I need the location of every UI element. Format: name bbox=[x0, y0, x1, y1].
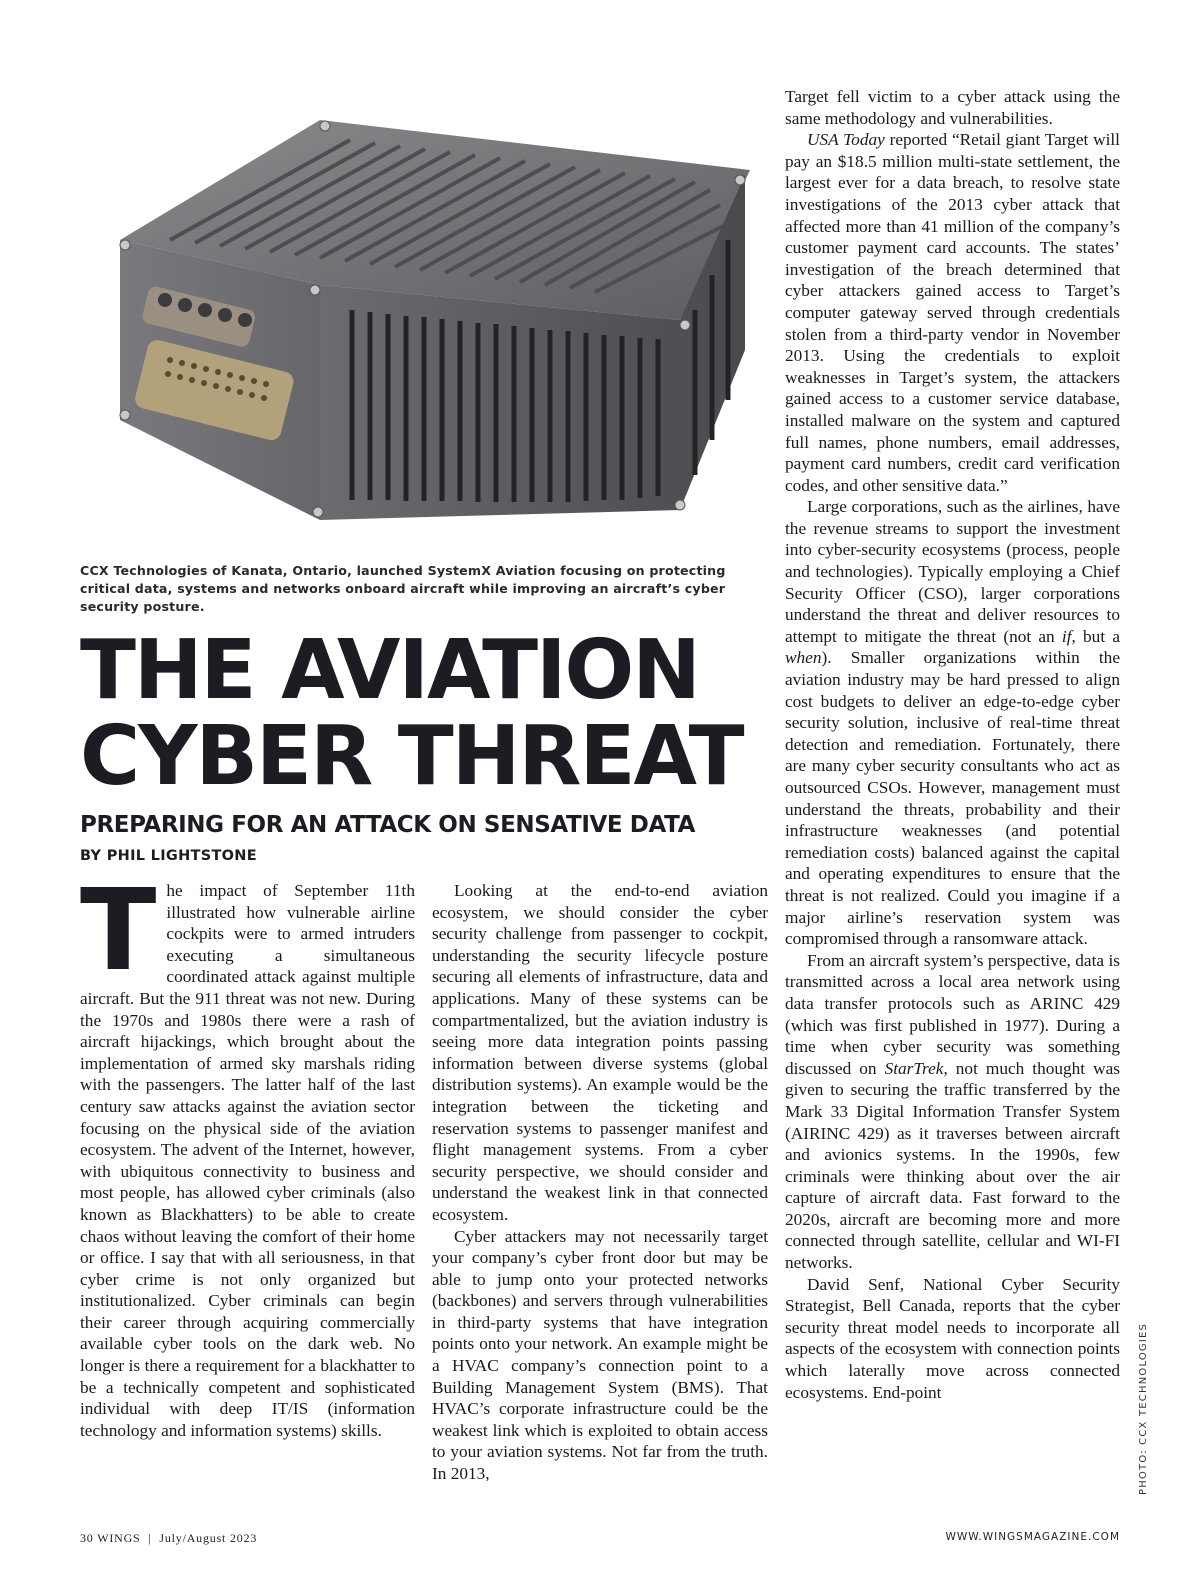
paragraph-text: ). Smaller organizations within the aviation industry may be hard pressed to align cost budgets to deliver an edge-to-edge cyber security solution, inclusive of real-time threat detection and remediation. Fortunately, there are many cyber security consultants who act as outsourced CSOs. However, management must understand the threats, probability and their infrastructure weaknesses (and potential remediation costs) balanced against the capital and operating expenditures to ensure that the threat is not realized. Could you imagine if a major airline’s reservation system was compromised through a ransomware attack. bbox=[785, 648, 1120, 949]
separator: | bbox=[148, 1531, 152, 1545]
photo-credit: PHOTO: CCX TECHNOLOGIES bbox=[1138, 1322, 1149, 1495]
paragraph: David Senf, National Cyber Security Strategist, Bell Canada, reports that the cyber security threat model needs to incorporate all aspects of the ecosystem with connection points which laterally move across connected ecosystems. End-point bbox=[785, 1274, 1120, 1402]
website-url: WWW.WINGSMAGAZINE.COM bbox=[945, 1531, 1120, 1543]
paragraph-text: Large corporations, such as the airlines, have the revenue streams to support the investment into cyber-security ecosystems (process, people and technologies). Typically employing a Chief Security Officer (CSO), larger corporations understand the threat and deliver resources to attempt to mitigate the threat (not an bbox=[785, 497, 1120, 646]
headline-line-2: CYBER THREAT bbox=[80, 709, 743, 804]
drop-cap: T bbox=[80, 866, 157, 996]
italic-publication: USA Today bbox=[807, 130, 885, 150]
paragraph bbox=[785, 129, 1120, 496]
paragraph-text: , not much thought was given to securing the traffic transferred by the Mark 33 Digital Information Transfer System (AIRINC 429) as it traverses between aircraft and avionics systems. In the 1990s, few criminals were thinking about over the air capture of aircraft data. Fast forward to the 2020s, aircraft are becoming more and more connected through satellite, cellular and WI-FI networks. bbox=[785, 1058, 1120, 1273]
paragraph-text: , but a bbox=[1071, 626, 1120, 646]
paragraph bbox=[785, 950, 1120, 1274]
magazine-name: WINGS bbox=[97, 1531, 141, 1545]
headline bbox=[80, 623, 780, 804]
paragraph: Target fell victim to a cyber attack using the same methodology and vulnerabilities. bbox=[785, 87, 1120, 128]
italic-word: if bbox=[1061, 626, 1072, 646]
headline-line-1: THE AVIATION bbox=[80, 623, 699, 718]
paragraph-text: From an aircraft system’s perspective, data is transmitted across a local area network using data transfer protocols such as ARINC 429 (which was first published in 1977). During a time when cyber security was something discussed on bbox=[785, 950, 1120, 1078]
paragraph: Looking at the end-to-end aviation ecosystem, we should consider the cyber security challenge from passenger to cockpit, understanding the security lifecycle posture securing all elements of infrastructure, data and applications. Many of these systems can be compartmentalized, but the aviation industry is seeing more data integration points passing information between diverse systems (global distribution systems). An example would be the integration between the ticketing and reservation systems to passenger manifest and flight management systems. From a cyber security perspective, we should consider and understand the weakest link in that connected ecosystem. bbox=[432, 881, 768, 1224]
paragraph-text: reported “Retail giant Target will pay an $18.5 million multi-state settlement, the largest ever for a data breach, to resolve state investigations of the 2013 cyber attack that affected more than 41 million of the company’s customer payment card accounts. The states’ investigation of the breach determined that cyber attackers gained access to Target’s computer gateway served through credentials stolen from a third-party vendor in November 2013. Using the credentials to exploit weaknesses in Target’s system, the attackers gained access to a customer service database, installed malware on the system and captured full names, phone numbers, email addresses, payment card numbers, credit card verification codes, and other sensitive data.” bbox=[785, 130, 1120, 495]
italic-title: StarTrek bbox=[884, 1058, 944, 1078]
paragraph bbox=[785, 496, 1120, 949]
photo-caption: CCX Technologies of Kanata, Ontario, launched SystemX Aviation focusing on protecting critical data, systems and networks onboard aircraft while improving an aircraft’s cyber security posture. bbox=[80, 563, 726, 614]
paragraph: he impact of September 11th illustrated how vulnerable airline cockpits were to armed intruders executing a simultaneous coordinated attack against multiple aircraft. But the 911 threat was not new. During the 1970s and 1980s there were a rash of aircraft hijackings, which brought about the implementation of armed sky marshals riding with the passengers. The latter half of the last century saw attacks against the aviation sector focusing on the physical side of the aviation ecosystem. The advent of the Internet, however, with ubiquitous connectivity to business and most people, has allowed cyber criminals (also known as Blackhatters) to be able to create chaos without leaving the comfort of their home or office. I say that with all seriousness, in that cyber crime is not only organized but institutionalized. Cyber criminals can begin their career through acquiring commercially available cyber tools on the dark web. No longer is there a requirement for a blackhatter to be a technically competent and sophisticated individual with deep IT/IS (information technology and information systems) skills. bbox=[80, 881, 415, 1440]
page-number: 30 bbox=[80, 1531, 94, 1545]
column-1 bbox=[80, 866, 415, 1441]
byline: BY PHIL LIGHTSTONE bbox=[80, 848, 257, 864]
column-2 bbox=[432, 880, 768, 1485]
issue-date: July/August 2023 bbox=[159, 1531, 258, 1545]
column-3 bbox=[785, 86, 1120, 1403]
paragraph: Cyber attackers may not necessarily target your company’s cyber front door but may be able to jump onto your protected networks (backbones) and servers through vulnerabilities in third-party systems that have integration points onto your network. An example might be a HVAC company’s connection point to a Building Management System (BMS). That HVAC’s corporate infrastructure could be the weakest link which is exploited to obtain access to your aviation systems. Not far from the truth. In 2013, bbox=[432, 1226, 768, 1484]
footer-folio bbox=[80, 1531, 257, 1546]
server-box-photo bbox=[80, 80, 770, 550]
subheadline: PREPARING FOR AN ATTACK ON SENSATIVE DATA bbox=[80, 812, 695, 838]
italic-word: when bbox=[785, 648, 822, 668]
